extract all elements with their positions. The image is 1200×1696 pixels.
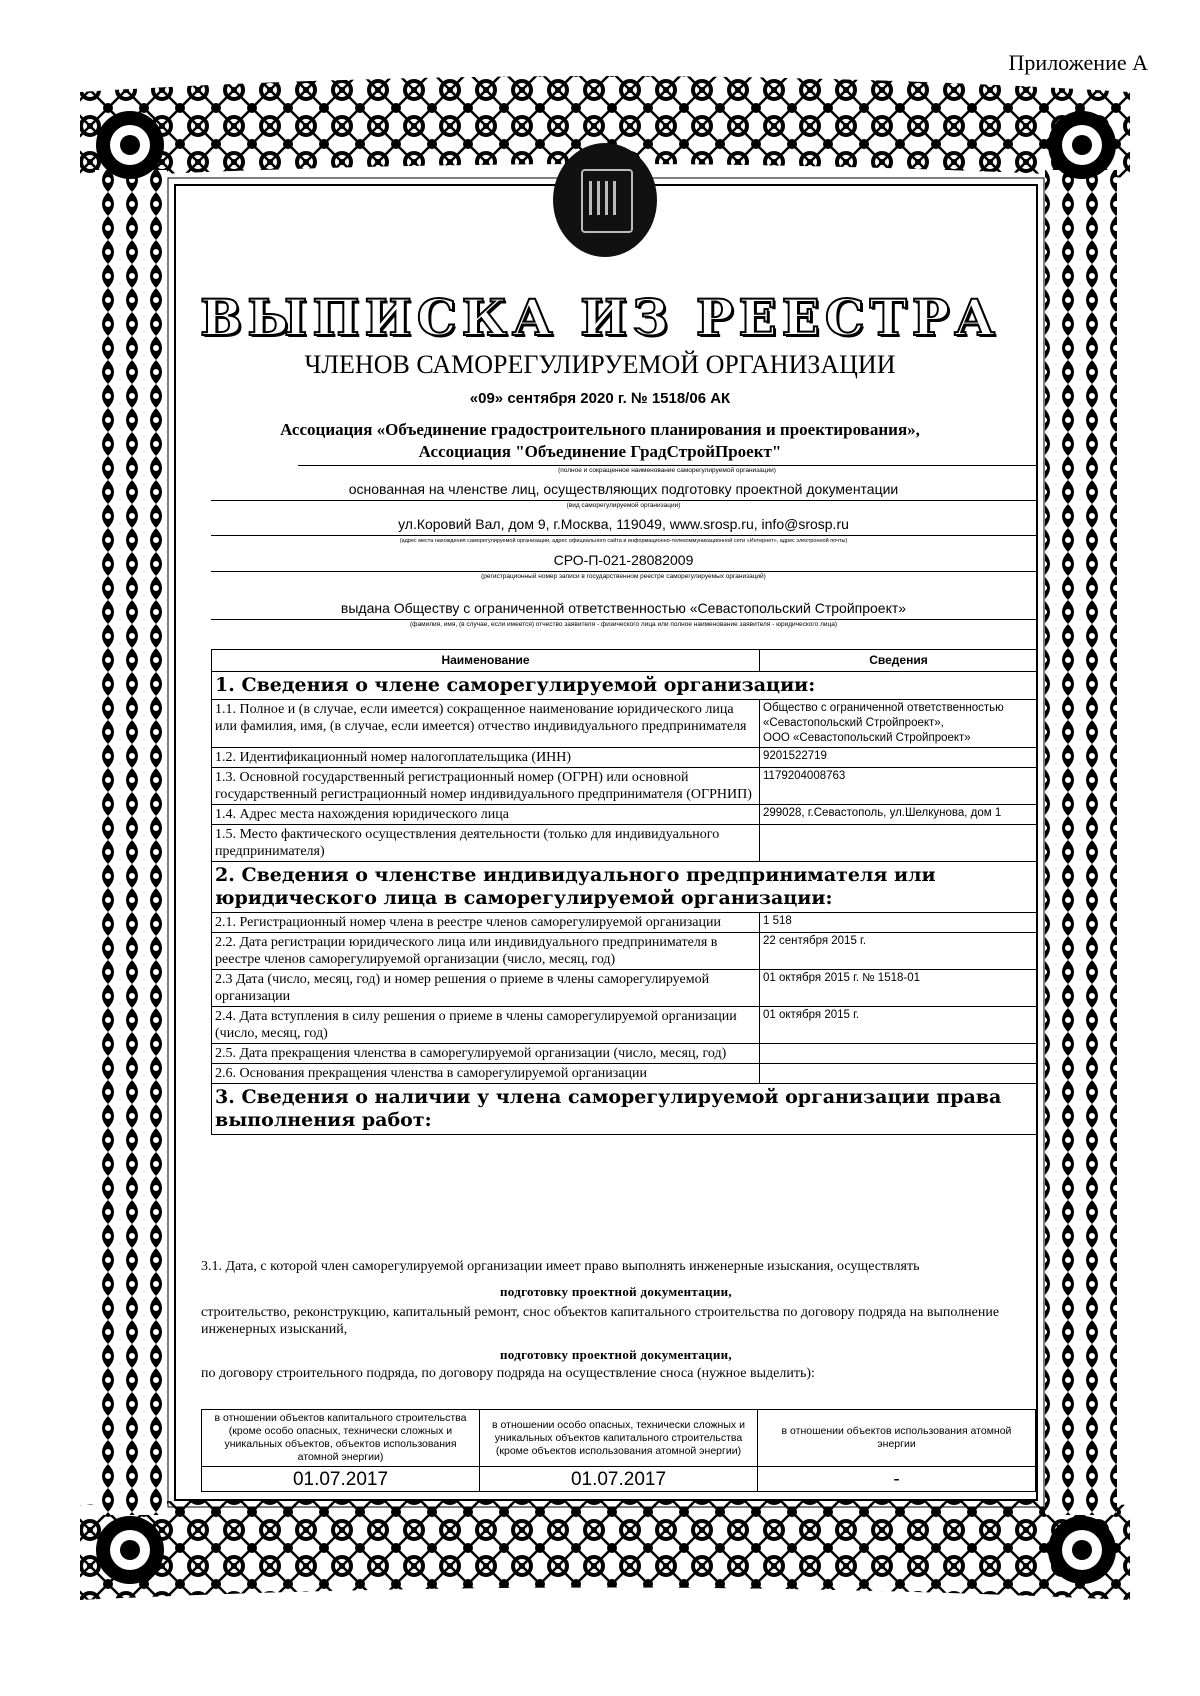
underline (211, 535, 1036, 536)
row-value: 9201522719 (760, 748, 1038, 768)
table-row (212, 970, 1038, 1007)
organization-address: ул.Коровий Вал, дом 9, г.Москва, 119049, www.srosp.ru, info@srosp.ru (398, 516, 849, 532)
association-full-name: Ассоциация «Объединение градостроительного планирования и проектирования», (280, 420, 920, 439)
section-3-paragraph-2: строительство, реконструкцию, капитальный ремонт, снос объектов капитального строительства по договору подряда на выполнение инженерных изысканий, (201, 1305, 1000, 1337)
seal-emblem (553, 143, 657, 257)
permission-date-2: 01.07.2017 (480, 1467, 758, 1492)
permissions-table (201, 1409, 1036, 1492)
row-label: 2.3 Дата (число, месяц, год) и номер решения о приеме в члены саморегулируемой организации (212, 970, 760, 1007)
row-value: 01 октября 2015 г. (760, 1007, 1038, 1044)
row-value (760, 1064, 1038, 1084)
issued-to: выдана Обществу с ограниченной ответственностью «Севастопольский Стройпроект» (340, 600, 907, 616)
row-value (760, 1044, 1038, 1064)
registry-number: СРО-П-021-28082009 (553, 552, 694, 568)
section-1-title: 1. Сведения о члене саморегулируемой организации: (212, 672, 1038, 700)
row-label: 1.4. Адрес места нахождения юридического лица (212, 805, 760, 825)
table-row (212, 933, 1038, 970)
underline (298, 465, 1036, 466)
section-3-paragraph-3: по договору строительного подряда, по договору подряда на осуществление сноса (нужное выделить): (201, 1366, 815, 1381)
hint-issued: (фамилия, имя, (в случае, если имеется) отчество заявителя - физического лица или полное наименование заявителя - юридического лица) (410, 621, 837, 628)
table-row (212, 825, 1038, 862)
permission-date-3: - (758, 1467, 1036, 1492)
table-row (212, 1007, 1038, 1044)
section-3-center-2: подготовку проектной документации, (500, 1347, 732, 1362)
table-row (212, 1064, 1038, 1084)
table-row (212, 700, 1038, 748)
row-label: 2.5. Дата прекращения членства в саморегулируемой организации (число, месяц, год) (212, 1044, 760, 1064)
table-row (212, 913, 1038, 933)
row-label: 1.1. Полное и (в случае, если имеется) сокращенное наименование юридического лица или фамилия, имя, (в случае, если имеется) отчество индивидуального предпринимателя (212, 700, 760, 748)
underline (211, 619, 1036, 620)
section-3-center-1: подготовку проектной документации, (500, 1284, 732, 1299)
row-label: 1.3. Основной государственный регистрационный номер (ОГРН) или основной государственный регистрационный номер индивидуального предпринимателя (ОГРНИП) (212, 768, 760, 805)
row-label: 2.6. Основания прекращения членства в саморегулируемой организации (212, 1064, 760, 1084)
association-short-name: Ассоциация "Объединение ГрадСтройПроект" (418, 442, 782, 461)
permission-column-1: в отношении объектов капитального строительства (кроме особо опасных, технически сложных и уникальных объектов, объектов использования атомной энергии) (202, 1410, 480, 1467)
section-3-intro: 3.1. Дата, с которой член саморегулируемой организации имеет право выполнять инженерные изыскания, осуществлять (201, 1259, 920, 1274)
registry-table (211, 649, 1038, 1135)
row-label: 1.2. Идентификационный номер налогоплательщика (ИНН) (212, 748, 760, 768)
column-header-info: Сведения (760, 650, 1038, 672)
underline (211, 571, 1036, 572)
hint-name: (полное и сокращенное наименование саморегулируемой организации) (558, 467, 776, 474)
date-and-number: «09» сентября 2020 г. № 1518/06 АК (469, 390, 731, 407)
appendix-label: Приложение А (1008, 50, 1148, 75)
section-3-title: 3. Сведения о наличии у члена саморегулируемой организации права выполнения работ: (212, 1084, 1038, 1135)
hint-registry: (регистрационный номер записи в государственном реестре саморегулируемых организаций) (481, 573, 766, 580)
row-value: Общество с ограниченной ответственностью «Севастопольский Стройпроект», ООО «Севастопольский Стройпроект» (760, 700, 1038, 748)
row-label: 1.5. Место фактического осуществления деятельности (только для индивидуального предпринимателя) (212, 825, 760, 862)
row-value (760, 825, 1038, 862)
row-label: 2.4. Дата вступления в силу решения о приеме в члены саморегулируемой организации (число, месяц, год) (212, 1007, 760, 1044)
table-row (212, 748, 1038, 768)
hint-address: (адрес места нахождения саморегулируемой организации, адрес официального сайта в информационно-телекоммуникационной сети «Интернет», адрес электронной почты) (399, 538, 848, 544)
permission-column-2: в отношении особо опасных, технически сложных и уникальных объектов капитального строительства (кроме объектов использования атомной энергии) (480, 1410, 758, 1467)
underline (211, 500, 1036, 501)
row-value: 01 октября 2015 г. № 1518-01 (760, 970, 1038, 1007)
row-value: 1179204008763 (760, 768, 1038, 805)
row-value: 22 сентября 2015 г. (760, 933, 1038, 970)
section-3-body (201, 1258, 1031, 1382)
organization-basis: основанная на членстве лиц, осуществляющих подготовку проектной документации (348, 481, 899, 497)
row-value: 299028, г.Севастополь, ул.Шелкунова, дом 1 (760, 805, 1038, 825)
table-row (212, 768, 1038, 805)
hint-basis: (вид саморегулируемой организации) (566, 502, 681, 509)
permission-date-1: 01.07.2017 (202, 1467, 480, 1492)
column-header-name: Наименование (212, 650, 760, 672)
row-value: 1 518 (760, 913, 1038, 933)
permission-column-3: в отношении объектов использования атомной энергии (758, 1410, 1036, 1467)
table-row (212, 805, 1038, 825)
document-subtitle: ЧЛЕНОВ САМОРЕГУЛИРУЕМОЙ ОРГАНИЗАЦИИ (304, 350, 896, 379)
row-label: 2.2. Дата регистрации юридического лица или индивидуального предпринимателя в реестре членов саморегулируемой организации (число, месяц, год) (212, 933, 760, 970)
row-label: 2.1. Регистрационный номер члена в реестре членов саморегулируемой организации (212, 913, 760, 933)
table-row (212, 1044, 1038, 1064)
section-2-title: 2. Сведения о членстве индивидуального предпринимателя или юридического лица в саморегулируемой организации: (212, 862, 1038, 913)
document-title: ВЫПИСКА ИЗ РЕЕСТРА (199, 288, 1001, 347)
